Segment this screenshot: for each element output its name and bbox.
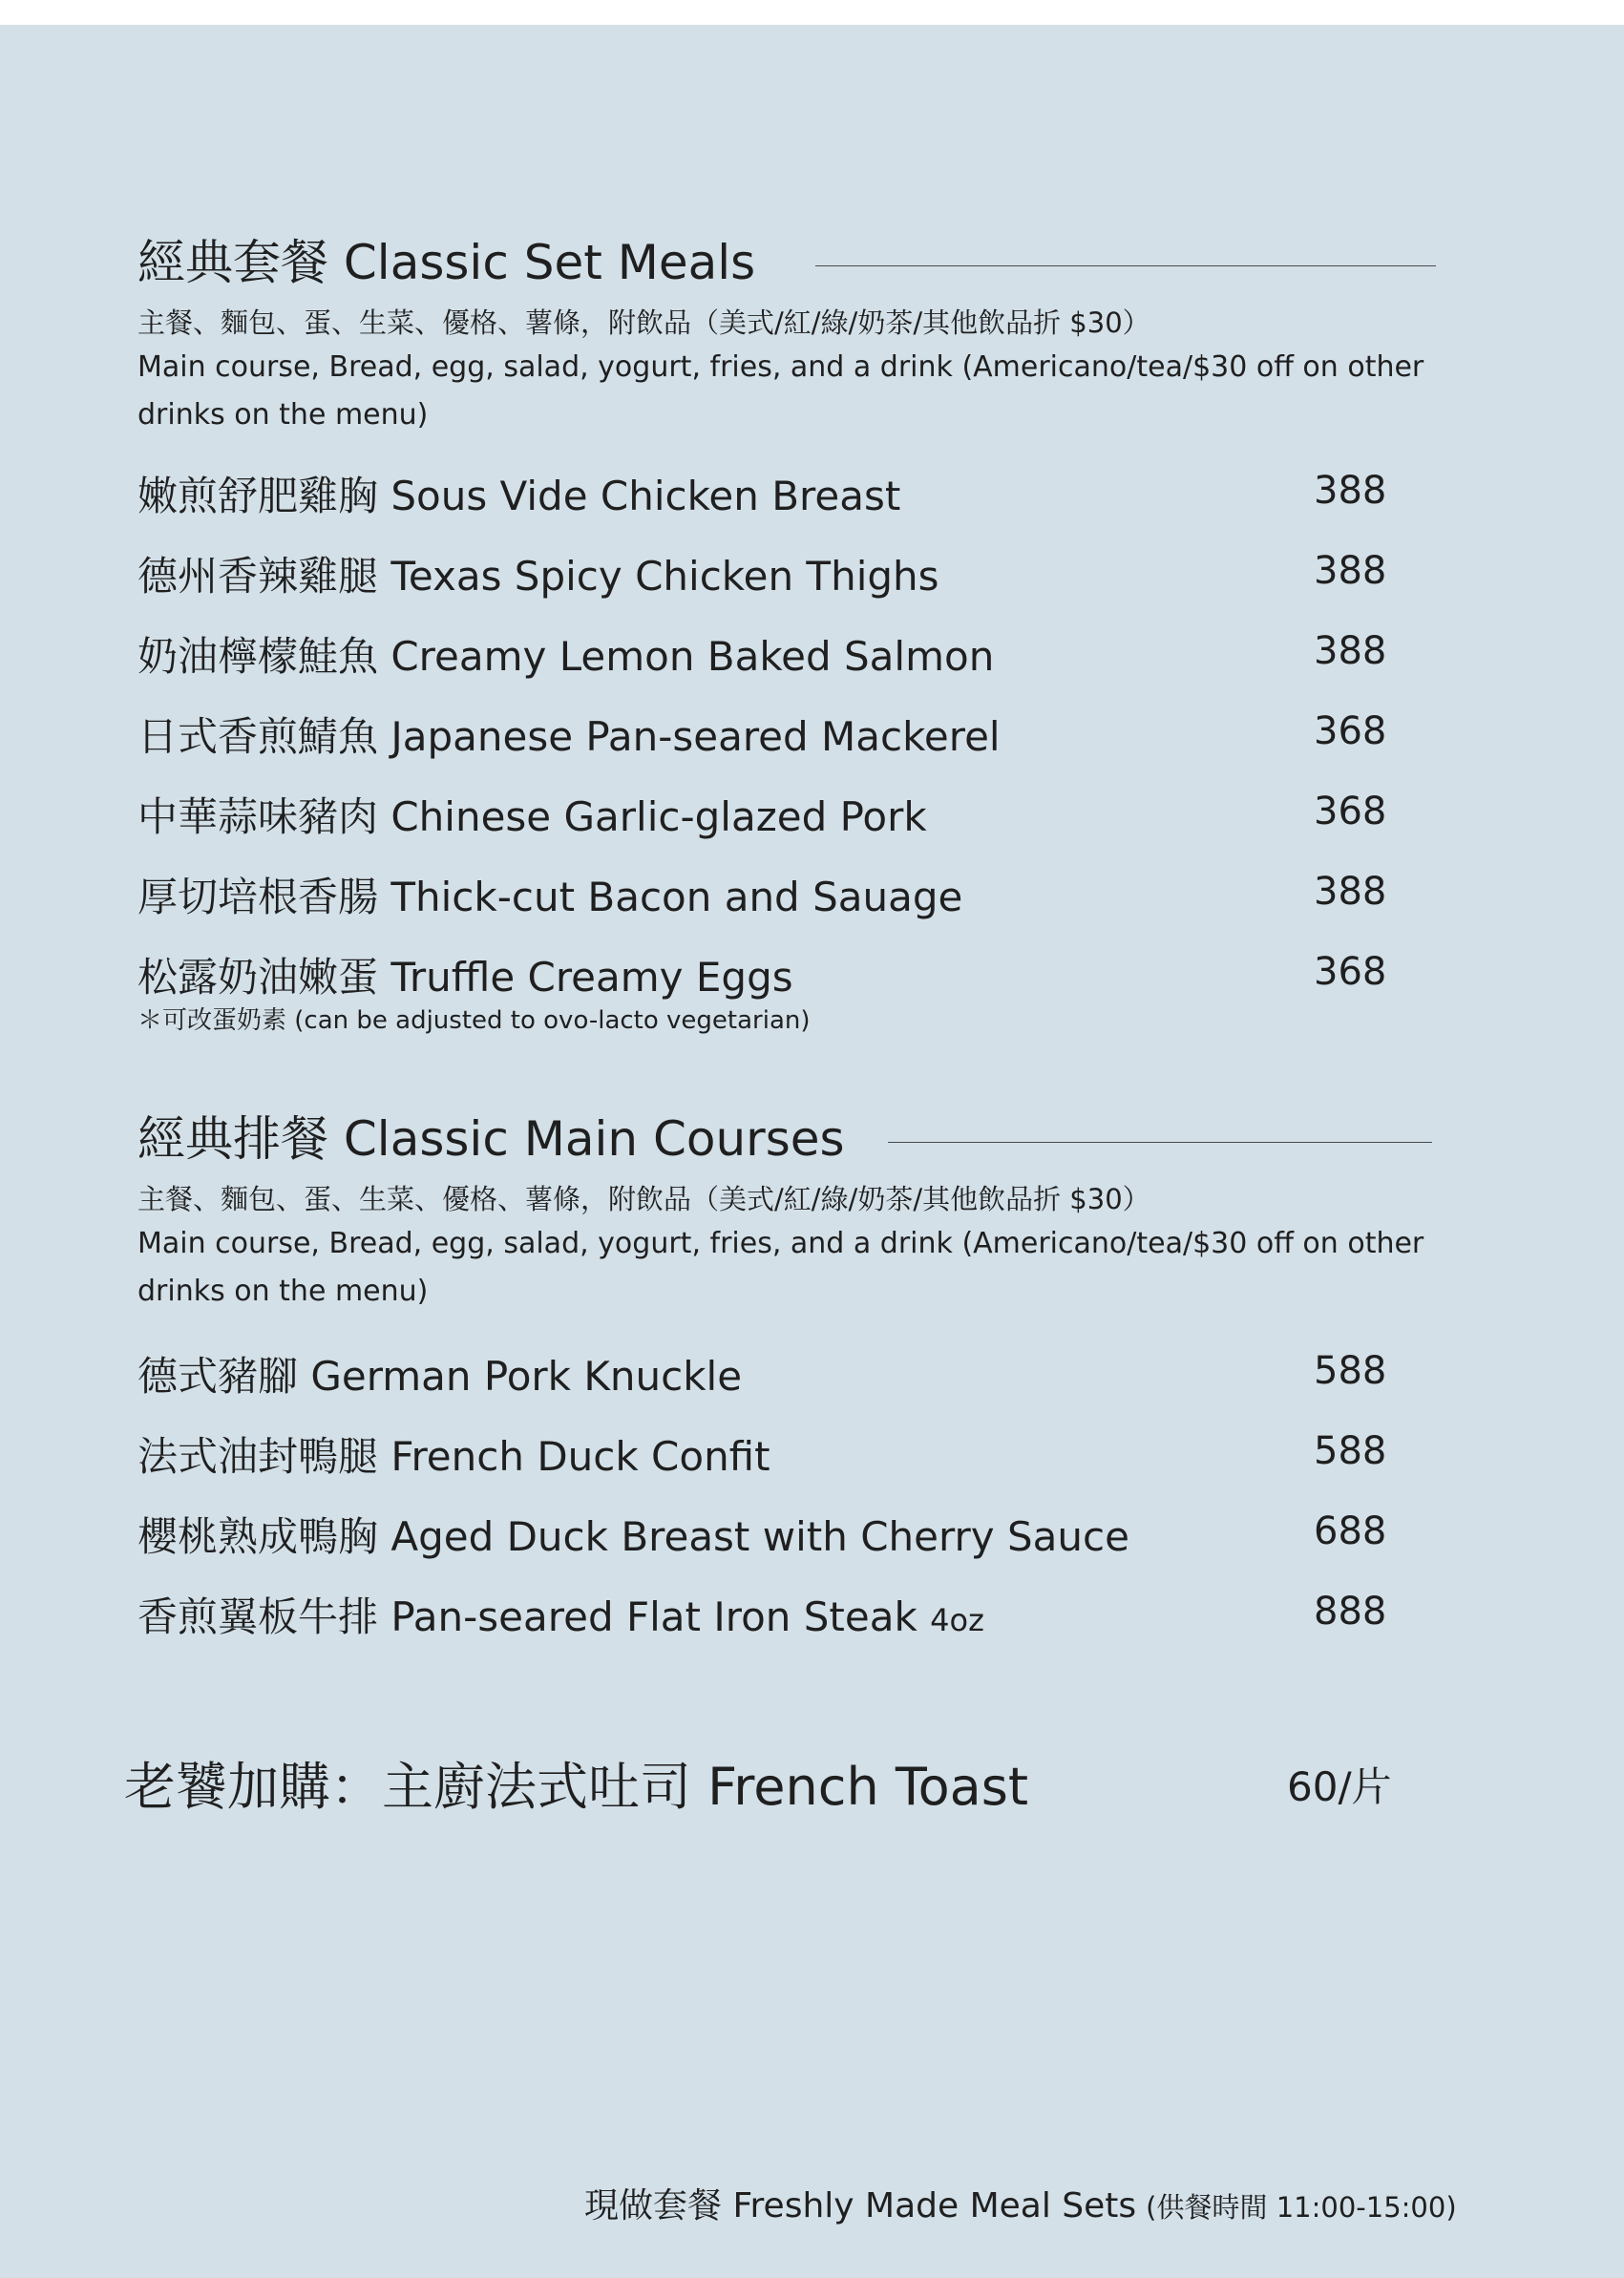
section-header bbox=[137, 229, 1512, 296]
menu-item bbox=[137, 699, 1512, 779]
add-on-price: 60/片 bbox=[1287, 1763, 1392, 1810]
menu-item-name: 奶油檸檬鮭魚 Creamy Lemon Baked Salmon bbox=[137, 633, 995, 680]
menu-item-name: 厚切培根香腸 Thick-cut Bacon and Sauage bbox=[137, 874, 963, 920]
menu-item-price: 368 bbox=[1314, 709, 1387, 753]
section-classic-set-meals bbox=[137, 229, 1512, 1035]
menu-item-price: 388 bbox=[1314, 549, 1387, 593]
menu-item bbox=[137, 1419, 1512, 1499]
section-description-en: Main course, Bread, egg, salad, yogurt, fries, and a drink (Americano/tea/$30 off on other drinks on the menu) bbox=[137, 1227, 1424, 1308]
menu-item-price: 388 bbox=[1314, 629, 1387, 673]
menu-item-price: 888 bbox=[1314, 1590, 1387, 1634]
section-title: 經典套餐 Classic Set Meals bbox=[137, 235, 756, 290]
menu-item-name-text: 香煎翼板牛排 Pan-seared Flat Iron Steak bbox=[137, 1593, 917, 1640]
menu-item-name: 日式香煎鯖魚 Japanese Pan-seared Mackerel bbox=[137, 713, 1001, 760]
menu-item-list bbox=[137, 1339, 1512, 1659]
section-header bbox=[137, 1106, 1512, 1172]
menu-item-name: 中華蒜味豬肉 Chinese Garlic-glazed Pork bbox=[137, 793, 927, 840]
menu-item-list bbox=[137, 458, 1512, 1035]
menu-item-price: 388 bbox=[1314, 469, 1387, 513]
menu-item-price: 368 bbox=[1314, 790, 1387, 833]
menu-item-note: ＊可改蛋奶素 (can be adjusted to ovo-lacto vegetarian) bbox=[137, 1006, 811, 1035]
menu-page bbox=[0, 25, 1624, 2278]
footer-label: 現做套餐 Freshly Made Meal Sets bbox=[584, 2186, 1137, 2225]
menu-item-price: 588 bbox=[1314, 1429, 1387, 1473]
footer bbox=[584, 2181, 1457, 2233]
menu-item bbox=[137, 538, 1512, 619]
menu-item-price: 688 bbox=[1314, 1509, 1387, 1553]
section-divider bbox=[888, 1142, 1432, 1143]
menu-item bbox=[137, 458, 1512, 538]
menu-item bbox=[137, 1339, 1512, 1419]
menu-item bbox=[137, 1499, 1512, 1579]
menu-item-name: 法式油封鴨腿 French Duck Confit bbox=[137, 1433, 770, 1480]
section-divider bbox=[815, 265, 1436, 266]
menu-item-price: 368 bbox=[1314, 950, 1387, 994]
menu-item-price: 388 bbox=[1314, 870, 1387, 914]
menu-item bbox=[137, 939, 1512, 1035]
menu-item bbox=[137, 619, 1512, 699]
add-on-name: 老饕加購：主廚法式吐司 French Toast bbox=[124, 1757, 1029, 1817]
menu-item-name: 櫻桃熟成鴨胸 Aged Duck Breast with Cherry Sauce bbox=[137, 1513, 1129, 1560]
section-description-zh: 主餐、麵包、蛋、生菜、優格、薯條，附飲品（美式/紅/綠/奶茶/其他飲品折 $30） bbox=[137, 1183, 1150, 1215]
menu-item bbox=[137, 779, 1512, 859]
menu-item bbox=[137, 1579, 1512, 1659]
menu-item-name: 德州香辣雞腿 Texas Spicy Chicken Thighs bbox=[137, 553, 939, 600]
menu-item-size: 4oz bbox=[930, 1602, 984, 1638]
menu-item-price: 588 bbox=[1314, 1349, 1387, 1393]
footer-hours: (供餐時間 11:00-15:00) bbox=[1146, 2191, 1457, 2224]
menu-item-name: 德式豬腳 German Pork Knuckle bbox=[137, 1353, 743, 1400]
menu-item-name: 松露奶油嫩蛋 Truffle Creamy Eggs bbox=[137, 954, 793, 1001]
menu-item-name bbox=[137, 1589, 984, 1649]
menu-item bbox=[137, 859, 1512, 939]
section-classic-main-courses bbox=[137, 1106, 1512, 1659]
section-description-en: Main course, Bread, egg, salad, yogurt, fries, and a drink (Americano/tea/$30 off on other drinks on the menu) bbox=[137, 350, 1424, 432]
section-title: 經典排餐 Classic Main Courses bbox=[137, 1111, 845, 1167]
add-on-item bbox=[124, 1749, 1413, 1825]
menu-item-name: 嫩煎舒肥雞胸 Sous Vide Chicken Breast bbox=[137, 473, 901, 519]
section-description-zh: 主餐、麵包、蛋、生菜、優格、薯條，附飲品（美式/紅/綠/奶茶/其他飲品折 $30） bbox=[137, 306, 1150, 339]
